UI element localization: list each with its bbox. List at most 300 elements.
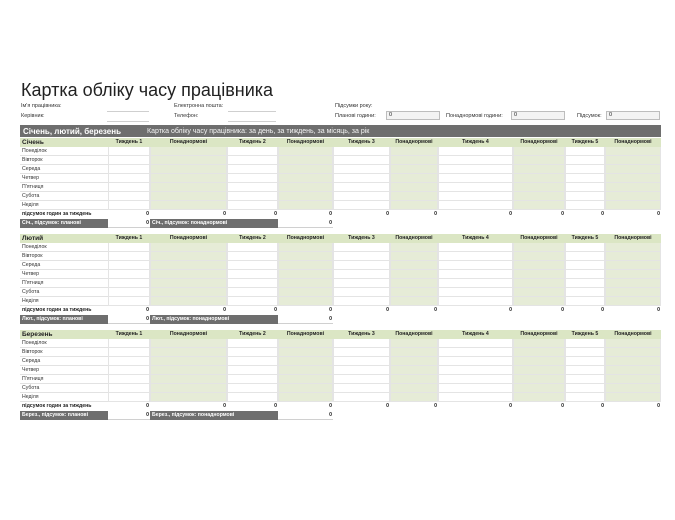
hours-cell[interactable] (333, 375, 390, 384)
day-row (20, 393, 661, 402)
hours-cell[interactable] (108, 339, 150, 348)
overtime-cell[interactable] (390, 174, 438, 183)
overtime-cell[interactable] (513, 384, 565, 393)
day-label: Вівторок (20, 252, 108, 261)
overtime-cell[interactable] (390, 201, 438, 210)
overtime-cell[interactable] (513, 366, 565, 375)
day-row (20, 270, 661, 279)
overtime-cell[interactable] (390, 165, 438, 174)
weekly-total-value: 0 (561, 211, 564, 217)
day-label: Субота (20, 384, 108, 393)
hours-cell[interactable] (227, 174, 278, 183)
overtime-cell[interactable] (150, 339, 227, 348)
hours-cell[interactable] (565, 174, 605, 183)
column-header: Тиждень 1 (108, 330, 150, 339)
overtime-cell[interactable] (150, 366, 227, 375)
hours-cell[interactable] (438, 348, 513, 357)
column-header: Тиждень 4 (438, 330, 513, 339)
overtime-cell[interactable] (390, 156, 438, 165)
hours-cell[interactable] (108, 147, 150, 156)
overtime-cell[interactable] (278, 270, 333, 279)
weekly-total-value: 0 (657, 307, 660, 313)
hours-cell[interactable] (333, 156, 390, 165)
hours-cell[interactable] (108, 174, 150, 183)
overtime-cell[interactable] (513, 357, 565, 366)
hours-cell[interactable] (565, 252, 605, 261)
overtime-cell[interactable] (278, 279, 333, 288)
hours-cell[interactable] (108, 261, 150, 270)
overtime-cell[interactable] (605, 288, 661, 297)
overtime-cell[interactable] (150, 192, 227, 201)
overtime-cell[interactable] (278, 201, 333, 210)
hours-cell[interactable] (438, 174, 513, 183)
hours-cell[interactable] (565, 339, 605, 348)
quarter-subtitle: Картка обліку часу працівника: за день, за тиждень, за місяць, за рік (147, 127, 370, 135)
overtime-cell[interactable] (278, 174, 333, 183)
hours-cell[interactable] (438, 243, 513, 252)
hours-cell[interactable] (438, 201, 513, 210)
overtime-cell[interactable] (605, 261, 661, 270)
total-label: Підсумок: (577, 113, 602, 119)
hours-cell[interactable] (108, 288, 150, 297)
weekly-total-value: 0 (561, 403, 564, 409)
day-row (20, 288, 661, 297)
hours-cell[interactable] (108, 183, 150, 192)
hours-cell[interactable] (333, 357, 390, 366)
hours-cell[interactable] (333, 270, 390, 279)
month-overtime-value: 0 (278, 315, 333, 324)
overtime-cell[interactable] (278, 288, 333, 297)
column-header: Понаднормові (150, 234, 227, 243)
column-header: Понаднормові (278, 234, 333, 243)
overtime-cell[interactable] (150, 165, 227, 174)
overtime-cell[interactable] (605, 183, 661, 192)
page-title: Картка обліку часу працівника (21, 80, 274, 100)
hours-cell[interactable] (108, 375, 150, 384)
hours-cell[interactable] (227, 165, 278, 174)
hours-cell[interactable] (565, 366, 605, 375)
hours-cell[interactable] (565, 156, 605, 165)
hours-cell[interactable] (227, 375, 278, 384)
month-planned-label: Берез., підсумок: планові (20, 411, 108, 420)
hours-cell[interactable] (438, 375, 513, 384)
overtime-cell[interactable] (390, 252, 438, 261)
hours-cell[interactable] (565, 288, 605, 297)
hours-cell[interactable] (565, 357, 605, 366)
month-header-row (20, 138, 661, 147)
overtime-cell[interactable] (605, 270, 661, 279)
column-header: Понаднормові (390, 234, 438, 243)
hours-cell[interactable] (565, 261, 605, 270)
hours-cell[interactable] (565, 147, 605, 156)
overtime-cell[interactable] (278, 261, 333, 270)
column-header: Понаднормові (150, 138, 227, 147)
overtime-cell[interactable] (513, 261, 565, 270)
overtime-cell[interactable] (513, 297, 565, 306)
column-header: Понаднормові (513, 234, 565, 243)
hours-cell[interactable] (565, 393, 605, 402)
year-totals-label: Підсумки року: (335, 103, 373, 109)
overtime-cell[interactable] (390, 192, 438, 201)
overtime-cell[interactable] (513, 165, 565, 174)
day-label: Неділя (20, 393, 108, 402)
manager-label: Керівник: (21, 113, 45, 119)
hours-cell[interactable] (333, 384, 390, 393)
hours-cell[interactable] (333, 393, 390, 402)
hours-cell[interactable] (438, 270, 513, 279)
hours-cell[interactable] (565, 375, 605, 384)
hours-cell[interactable] (227, 288, 278, 297)
overtime-cell[interactable] (513, 201, 565, 210)
hours-cell[interactable] (227, 192, 278, 201)
hours-cell[interactable] (333, 192, 390, 201)
column-header: Тиждень 4 (438, 234, 513, 243)
hours-cell[interactable] (108, 252, 150, 261)
hours-cell[interactable] (438, 339, 513, 348)
overtime-cell[interactable] (605, 393, 661, 402)
hours-cell[interactable] (565, 183, 605, 192)
overtime-cell[interactable] (390, 375, 438, 384)
hours-cell[interactable] (108, 357, 150, 366)
hours-cell[interactable] (227, 147, 278, 156)
day-label: П'ятниця (20, 183, 108, 192)
overtime-cell[interactable] (513, 339, 565, 348)
overtime-cell[interactable] (513, 270, 565, 279)
hours-cell[interactable] (333, 165, 390, 174)
hours-cell[interactable] (333, 174, 390, 183)
overtime-cell[interactable] (513, 156, 565, 165)
month-planned-label: Січ., підсумок: планові (20, 219, 108, 228)
hours-cell[interactable] (333, 288, 390, 297)
column-header: Тиждень 1 (108, 138, 150, 147)
overtime-cell[interactable] (513, 252, 565, 261)
day-label: Субота (20, 288, 108, 297)
hours-cell[interactable] (227, 183, 278, 192)
overtime-cell[interactable] (278, 393, 333, 402)
overtime-cell[interactable] (513, 243, 565, 252)
month-overtime-value: 0 (278, 411, 333, 420)
employee-name-field[interactable] (107, 111, 149, 112)
month-overtime-value: 0 (278, 219, 333, 228)
hours-cell[interactable] (438, 147, 513, 156)
hours-cell[interactable] (108, 156, 150, 165)
overtime-cell[interactable] (605, 348, 661, 357)
overtime-cell[interactable] (513, 375, 565, 384)
month-table (20, 138, 661, 228)
hours-cell[interactable] (108, 297, 150, 306)
overtime-cell[interactable] (150, 357, 227, 366)
overtime-cell[interactable] (150, 297, 227, 306)
hours-cell[interactable] (333, 201, 390, 210)
hours-cell[interactable] (227, 279, 278, 288)
overtime-cell[interactable] (150, 183, 227, 192)
month-planned-value: 0 (108, 219, 150, 228)
column-header: Понаднормові (390, 330, 438, 339)
overtime-cell[interactable] (390, 357, 438, 366)
overtime-cell[interactable] (278, 252, 333, 261)
overtime-cell[interactable] (150, 201, 227, 210)
hours-cell[interactable] (438, 279, 513, 288)
hours-cell[interactable] (565, 201, 605, 210)
weekly-totals-row (20, 402, 661, 411)
hours-cell[interactable] (565, 348, 605, 357)
overtime-cell[interactable] (150, 174, 227, 183)
hours-cell[interactable] (333, 339, 390, 348)
overtime-cell[interactable] (513, 192, 565, 201)
overtime-cell[interactable] (278, 147, 333, 156)
overtime-cell[interactable] (150, 147, 227, 156)
overtime-cell[interactable] (605, 252, 661, 261)
total-value: 0 (606, 111, 660, 120)
overtime-cell[interactable] (605, 339, 661, 348)
hours-cell[interactable] (565, 192, 605, 201)
hours-cell[interactable] (333, 183, 390, 192)
month-overtime-label: Лют., підсумок: понаднормові (150, 315, 278, 324)
overtime-cell[interactable] (390, 366, 438, 375)
day-label: Понеділок (20, 243, 108, 252)
hours-cell[interactable] (565, 243, 605, 252)
overtime-cell[interactable] (390, 270, 438, 279)
overtime-cell[interactable] (278, 348, 333, 357)
overtime-cell[interactable] (278, 165, 333, 174)
hours-cell[interactable] (227, 348, 278, 357)
day-label: Вівторок (20, 156, 108, 165)
day-row (20, 297, 661, 306)
hours-cell[interactable] (438, 156, 513, 165)
overtime-cell[interactable] (605, 201, 661, 210)
employee-name-label: Ім'я працівника: (21, 103, 62, 109)
overtime-cell[interactable] (150, 279, 227, 288)
weekly-total-value: 0 (329, 403, 332, 409)
column-header: Тиждень 2 (227, 138, 278, 147)
weekly-total-value: 0 (329, 307, 332, 313)
hours-cell[interactable] (227, 384, 278, 393)
day-row (20, 375, 661, 384)
overtime-cell[interactable] (278, 156, 333, 165)
hours-cell[interactable] (227, 261, 278, 270)
month-table (20, 330, 661, 420)
day-label: Субота (20, 192, 108, 201)
hours-cell[interactable] (333, 243, 390, 252)
column-header: Понаднормові (605, 234, 661, 243)
overtime-cell[interactable] (390, 279, 438, 288)
hours-cell[interactable] (108, 348, 150, 357)
overtime-cell[interactable] (390, 348, 438, 357)
overtime-cell[interactable] (278, 192, 333, 201)
weekly-total-value: 0 (561, 307, 564, 313)
overtime-cell[interactable] (513, 288, 565, 297)
hours-cell[interactable] (227, 201, 278, 210)
month-header-row (20, 330, 661, 339)
overtime-cell[interactable] (513, 279, 565, 288)
hours-cell[interactable] (565, 384, 605, 393)
overtime-cell[interactable] (278, 339, 333, 348)
overtime-cell[interactable] (605, 279, 661, 288)
overtime-cell[interactable] (150, 348, 227, 357)
overtime-cell[interactable] (278, 243, 333, 252)
hours-cell[interactable] (108, 201, 150, 210)
hours-cell[interactable] (333, 252, 390, 261)
weekly-total-label: підсумок годин за тиждень (22, 307, 92, 313)
hours-cell[interactable] (333, 348, 390, 357)
day-row (20, 279, 661, 288)
hours-cell[interactable] (565, 165, 605, 174)
overtime-cell[interactable] (605, 156, 661, 165)
weekly-total-value: 0 (657, 403, 660, 409)
weekly-total-value: 0 (274, 403, 277, 409)
overtime-cell[interactable] (605, 297, 661, 306)
day-label: Четвер (20, 174, 108, 183)
overtime-cell[interactable] (390, 339, 438, 348)
day-row (20, 183, 661, 192)
hours-cell[interactable] (438, 357, 513, 366)
day-row (20, 201, 661, 210)
weekly-totals-row (20, 306, 661, 315)
hours-cell[interactable] (227, 366, 278, 375)
overtime-cell[interactable] (390, 243, 438, 252)
overtime-cell[interactable] (278, 183, 333, 192)
overtime-cell[interactable] (390, 147, 438, 156)
quarter-banner (20, 125, 661, 137)
email-label: Електронна пошта: (174, 103, 224, 109)
overtime-cell[interactable] (513, 147, 565, 156)
weekly-total-label: підсумок годин за тиждень (22, 211, 92, 217)
overtime-cell[interactable] (150, 270, 227, 279)
overtime-cell[interactable] (605, 375, 661, 384)
overtime-cell[interactable] (605, 366, 661, 375)
overtime-cell[interactable] (150, 243, 227, 252)
overtime-cell[interactable] (150, 393, 227, 402)
hours-cell[interactable] (438, 261, 513, 270)
hours-cell[interactable] (438, 393, 513, 402)
month-summary-row (20, 219, 340, 228)
hours-cell[interactable] (227, 393, 278, 402)
overtime-cell[interactable] (605, 174, 661, 183)
hours-cell[interactable] (438, 252, 513, 261)
day-row (20, 366, 661, 375)
weekly-total-value: 0 (601, 211, 604, 217)
hours-cell[interactable] (438, 288, 513, 297)
hours-cell[interactable] (438, 297, 513, 306)
overtime-cell[interactable] (513, 393, 565, 402)
overtime-cell[interactable] (150, 375, 227, 384)
month-overtime-label: Берез., підсумок: понаднормові (150, 411, 278, 420)
hours-cell[interactable] (227, 252, 278, 261)
day-row (20, 243, 661, 252)
hours-cell[interactable] (227, 243, 278, 252)
overtime-cell[interactable] (605, 243, 661, 252)
overtime-cell[interactable] (605, 147, 661, 156)
hours-cell[interactable] (227, 156, 278, 165)
hours-cell[interactable] (108, 243, 150, 252)
overtime-cell[interactable] (278, 366, 333, 375)
weekly-total-label: підсумок годин за тиждень (22, 403, 92, 409)
hours-cell[interactable] (108, 270, 150, 279)
hours-cell[interactable] (227, 297, 278, 306)
month-name: Лютий (20, 234, 108, 243)
hours-cell[interactable] (108, 384, 150, 393)
hours-cell[interactable] (565, 279, 605, 288)
hours-cell[interactable] (565, 297, 605, 306)
hours-cell[interactable] (438, 192, 513, 201)
overtime-cell[interactable] (150, 384, 227, 393)
hours-cell[interactable] (333, 261, 390, 270)
weekly-total-value: 0 (146, 211, 149, 217)
hours-cell[interactable] (108, 393, 150, 402)
overtime-cell[interactable] (605, 357, 661, 366)
overtime-cell[interactable] (605, 384, 661, 393)
hours-cell[interactable] (333, 366, 390, 375)
month-summary-row (20, 315, 340, 324)
overtime-cell[interactable] (390, 183, 438, 192)
overtime-cell[interactable] (150, 261, 227, 270)
day-row (20, 174, 661, 183)
column-header: Тиждень 1 (108, 234, 150, 243)
overtime-cell[interactable] (390, 384, 438, 393)
hours-cell[interactable] (438, 366, 513, 375)
overtime-cell[interactable] (150, 156, 227, 165)
overtime-cell[interactable] (278, 297, 333, 306)
column-header: Тиждень 5 (565, 234, 605, 243)
hours-cell[interactable] (333, 297, 390, 306)
weekly-total-value: 0 (601, 307, 604, 313)
email-field[interactable] (228, 111, 276, 112)
month-name: Січень (20, 138, 108, 147)
hours-cell[interactable] (438, 165, 513, 174)
overtime-cell[interactable] (605, 192, 661, 201)
overtime-cell[interactable] (513, 183, 565, 192)
hours-cell[interactable] (227, 357, 278, 366)
hours-cell[interactable] (438, 183, 513, 192)
hours-cell[interactable] (333, 279, 390, 288)
overtime-cell[interactable] (278, 357, 333, 366)
overtime-cell[interactable] (390, 393, 438, 402)
hours-cell[interactable] (333, 147, 390, 156)
column-header: Понаднормові (278, 330, 333, 339)
month-summary-row (20, 411, 340, 420)
hours-cell[interactable] (108, 279, 150, 288)
manager-field[interactable] (107, 121, 149, 122)
phone-label: Телефон: (174, 113, 199, 119)
phone-field[interactable] (228, 121, 276, 122)
overtime-cell[interactable] (605, 165, 661, 174)
hours-cell[interactable] (438, 384, 513, 393)
column-header: Тиждень 3 (333, 138, 390, 147)
overtime-cell[interactable] (150, 288, 227, 297)
hours-cell[interactable] (108, 192, 150, 201)
hours-cell[interactable] (108, 366, 150, 375)
planned-hours-value: 0 (386, 111, 440, 120)
overtime-cell[interactable] (390, 261, 438, 270)
column-header: Тиждень 3 (333, 234, 390, 243)
weekly-total-value: 0 (146, 403, 149, 409)
hours-cell[interactable] (108, 165, 150, 174)
hours-cell[interactable] (227, 270, 278, 279)
hours-cell[interactable] (565, 270, 605, 279)
weekly-total-value: 0 (601, 403, 604, 409)
overtime-cell[interactable] (390, 288, 438, 297)
overtime-cell[interactable] (150, 252, 227, 261)
day-label: Четвер (20, 270, 108, 279)
day-label: Вівторок (20, 348, 108, 357)
overtime-cell[interactable] (278, 375, 333, 384)
overtime-cell[interactable] (513, 174, 565, 183)
weekly-total-value: 0 (434, 403, 437, 409)
overtime-cell[interactable] (390, 297, 438, 306)
overtime-cell[interactable] (278, 384, 333, 393)
overtime-cell[interactable] (513, 348, 565, 357)
hours-cell[interactable] (227, 339, 278, 348)
